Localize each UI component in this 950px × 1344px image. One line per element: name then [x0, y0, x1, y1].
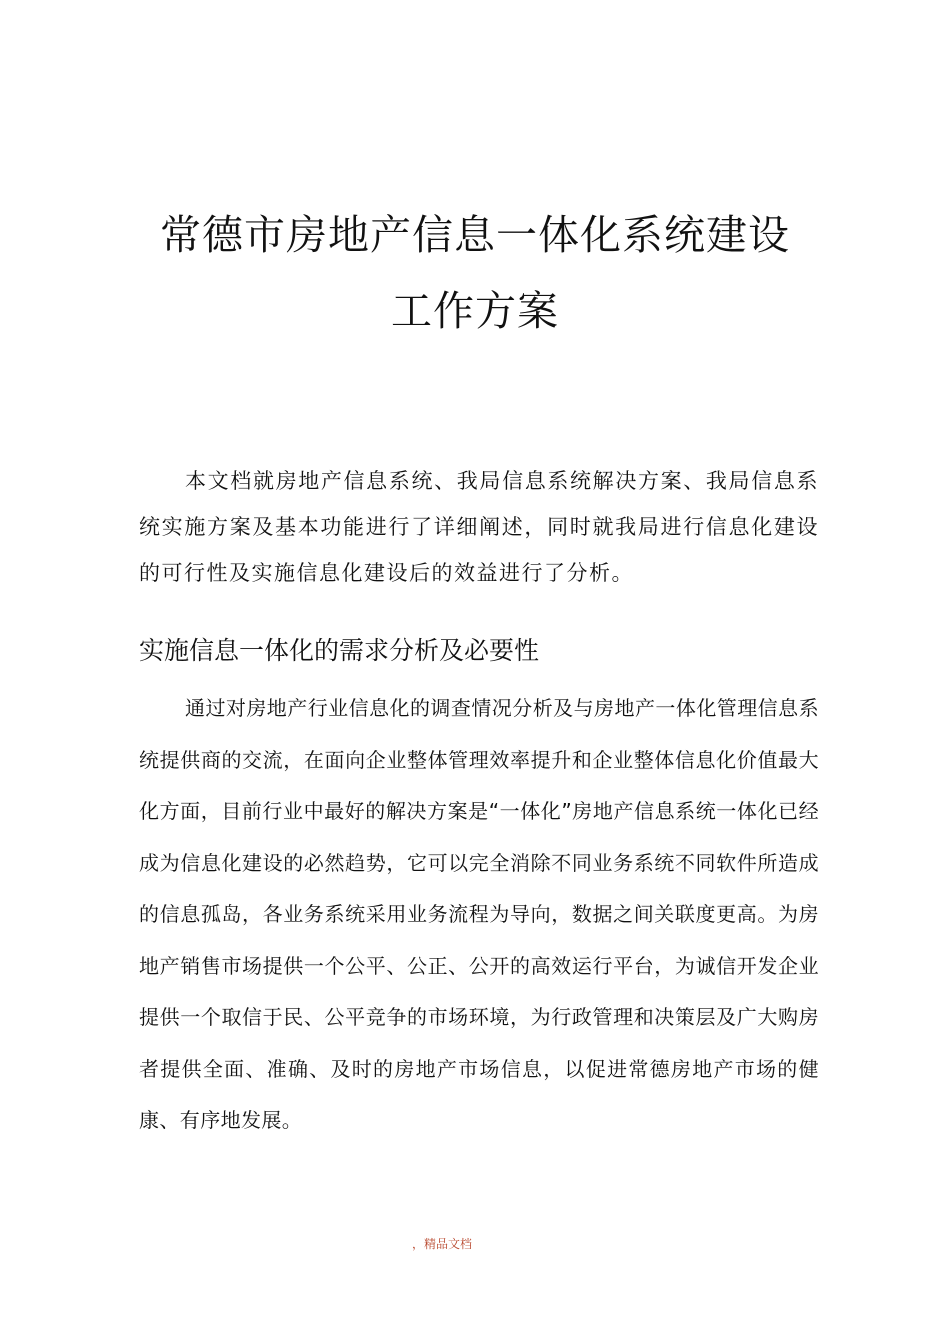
document-title-line-2: 工作方案	[391, 287, 559, 335]
section-heading: 实施信息一体化的需求分析及必要性	[139, 636, 540, 665]
intro-paragraph: 本文档就房地产信息系统、我局信息系统解决方案、我局信息系统实施方案及基本功能进行了详细阐述，同时就我局进行信息化建设的可行性及实施信息化建设后的效益进行了分析。	[139, 469, 819, 585]
document-title-line-1: 常德市房地产信息一体化系统建设	[160, 211, 790, 259]
section-body-paragraph: 通过对房地产行业信息化的调查情况分析及与房地产一体化管理信息系统提供商的交流，在面向企业整体管理效率提升和企业整体信息化价值最大化方面，目前行业中最好的解决方案是“一体化”房地产信息系统一体化已经成为信息化建设的必然趋势，它可以完全消除不同业务系统不同软件所造成的信息孤岛，各业务系统采用业务流程为导向，数据之间关联度更高。为房地产销售市场提供一个公平、公正、公开的高效运行平台，为诚信开发企业提供一个取信于民、公平竞争的市场环境，为行政管理和决策层及广大购房者提供全面、准确、及时的房地产市场信息，以促进常德房地产市场的健康、有序地发展。	[139, 696, 819, 1132]
footer-watermark-text: ，精品文档	[412, 1237, 473, 1251]
